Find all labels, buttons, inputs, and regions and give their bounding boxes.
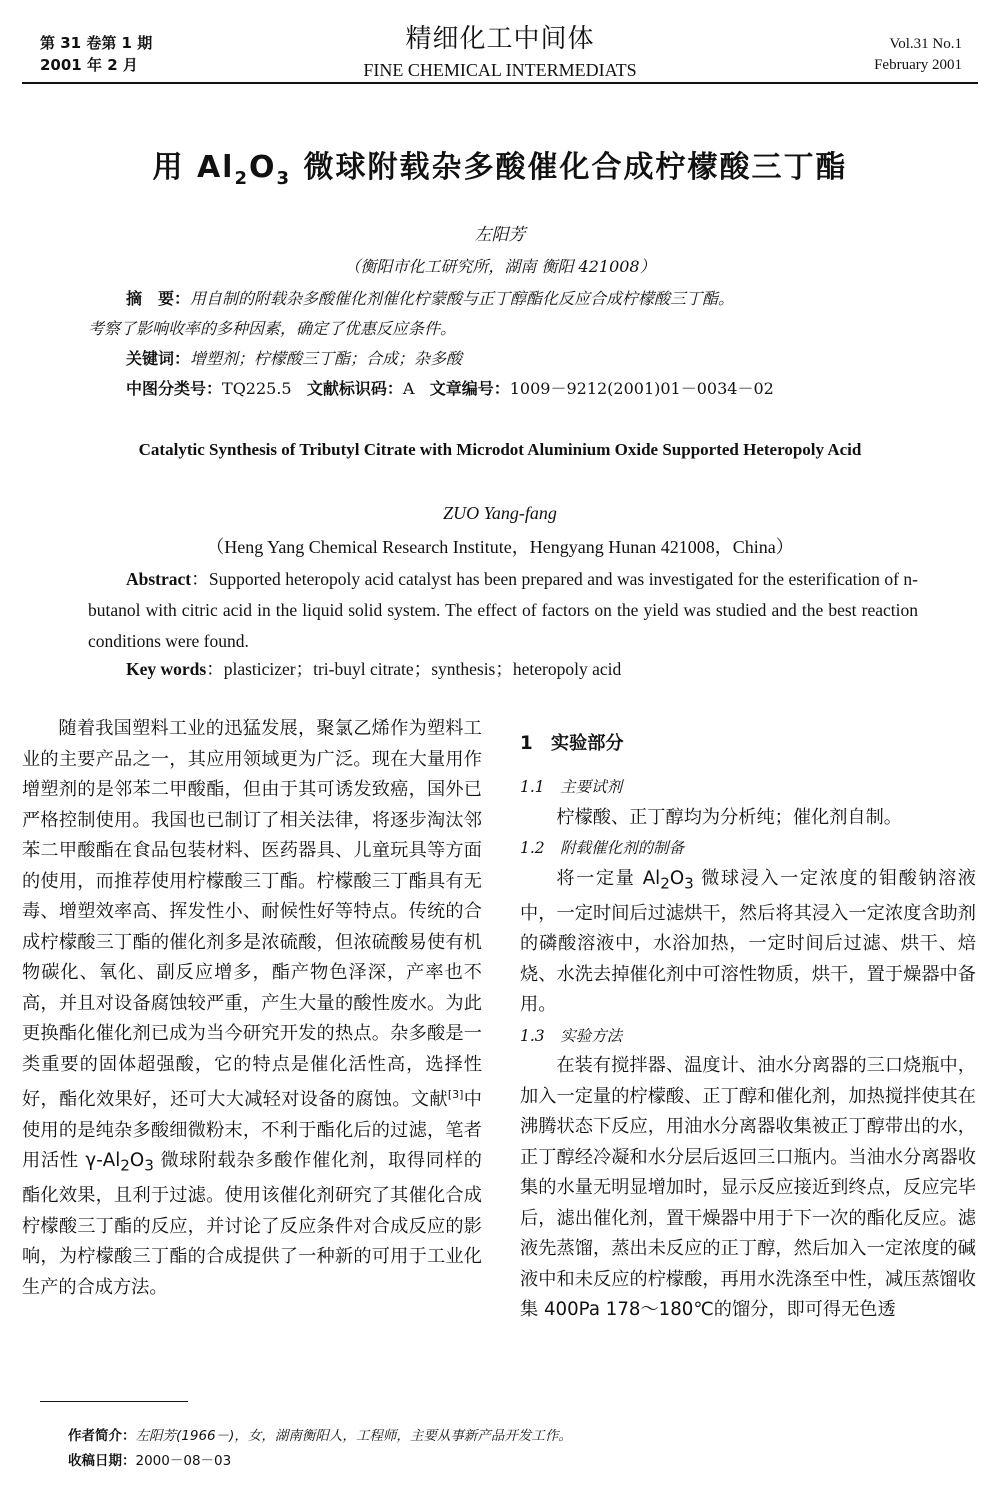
received-date: 收稿日期：2000－08－03 [68, 1453, 232, 1469]
journal-name [0, 22, 1000, 82]
keywords-cn-label: 关键词： [126, 349, 191, 368]
paper-title-en: Catalytic Synthesis of Tributyl Citrate with Microdot Aluminium Oxide Supported Heteropoly Acid [138, 440, 862, 459]
journal-name-cn: 精细化工中间体 [405, 24, 595, 54]
abstract-cn-text2: 考察了影响收率的多种因素，确定了优惠反应条件。 [88, 319, 457, 338]
abstract-en-text: ：Supported heteropoly acid catalyst has been prepared and was investigated for the esterification of n-butanol with citric acid in the liquid solid system. The effect of factors on the yield was studied and the best reaction conditions were found. [88, 569, 918, 651]
clc-code: TQ225.5 [222, 379, 292, 398]
classification: 中图分类号：TQ225.5 文献标识码：A 文章编号：1009－9212(2001)01－0034－02 [126, 379, 774, 398]
journal-issue-en [874, 34, 962, 76]
doc-code: A [402, 379, 415, 398]
intro-paragraph: 随着我国塑料工业的迅猛发展，聚氯乙烯作为塑料工业的主要产品之一，其应用领域更为广泛。现在大量用作增塑剂的是邻苯二甲酸酯，但由于其可诱发致癌，国外已严格控制使用。我国也已制订了相关法律，将逐步淘汰邻苯二甲酸酯在食品包装材料、医药器具、儿童玩具等方面的使用，而推荐使用柠檬酸三丁酯。柠檬酸三丁酯具有无毒、增塑效率高、挥发性小、耐候性好等特点。传统的合成柠檬酸三丁酯的催化剂多是浓硫酸，但浓硫酸易使有机物碳化、氧化、副反应增多，酯产物色泽深，产率也不高，并且对设备腐蚀较严重，产生大量的酸性废水。为此更换酯化催化剂已成为当今研究开发的热点。杂多酸是一类重要的固体超强酸，它的特点是催化活性高，选择性好，酯化效果好，还可大大减轻对设备的腐蚀。文献[3]中使用的是纯杂多酸细微粉末，不利于酯化后的过滤，笔者用活性 $\gamma-Al_2O_3$ 微球附载杂多酸作催化剂，取得同样的酯化效果，且利于过滤。使用该催化剂研究了其催化合成柠檬酸三丁酯的反应，并讨论了反应条件对合成反应的影响，为柠檬酸三丁酯的合成提供了一种新的可用于工业化生产的合成方法。 [22, 718, 482, 1298]
intro-column [22, 714, 482, 1303]
author-en: ZUO Yang-fang [443, 503, 557, 523]
keywords-en [126, 654, 926, 685]
affiliation-cn: （衡阳市化工研究所，湖南 衡阳 421008） [344, 257, 656, 276]
date-cn: 2001 年 2 月 [40, 56, 138, 74]
volume-en: Vol.31 No.1 [889, 36, 962, 52]
author-cn: 左阳芳 [474, 225, 526, 245]
reagents-text: 柠檬酸、正丁醇均为分析纯；催化剂自制。 [556, 806, 902, 828]
keywords-en-text: ：plasticizer；tri-buyl citrate；synthesis；heteropoly acid [206, 659, 622, 679]
abstract-en-label: Abstract [126, 569, 192, 589]
footnote-rule [40, 1401, 188, 1402]
section-heading: 1 实验部分 [520, 733, 624, 754]
author-bio: 作者简介：左阳芳(1966－)，女，湖南衡阳人，工程师，主要从事新产品开发工作。 [68, 1428, 572, 1444]
method-text: 在装有搅拌器、温度计、油水分离器的三口烧瓶中，加入一定量的柠檬酸、正丁醇和催化剂，加热搅拌使其在沸腾状态下反应，用油水分离器收集被正丁醇带出的水，正丁醇经冷凝和水分层后返回三口瓶内。当油水分离器收集的水量无明显增加时，显示反应接近到终点，反应完毕后，滤出催化剂，置干燥器中用于下一次的酯化反应。滤液先蒸馏，蒸出未反应的正丁醇，然后加入一定浓度的碱液中和未反应的柠檬酸，再用水洗涤至中性，减压蒸馏收集 400Pa 178～180℃的馏分，即可得无色透 [520, 1055, 976, 1321]
volume-cn: 第 31 卷第 1 期 [40, 34, 153, 52]
keywords-cn-text: 增塑剂；柠檬酸三丁酯；合成；杂多酸 [190, 349, 463, 368]
catalyst-prep-text: 将一定量 $Al_2O_3$ 微球浸入一定浓度的钼酸钠溶液中，一定时间后过滤烘干，然后将其浸入一定浓度含助剂的磷酸溶液中，水浴加热，一定时间后过滤、烘干、焙烧、水洗去掉催化剂中可溶性物质，烘干，置于燥器中备用。 [520, 867, 976, 1016]
header-rule [22, 82, 978, 84]
abstract-cn-label: 摘 要： [126, 289, 191, 308]
abstract-cn [88, 284, 928, 404]
subsection-heading: 1.3 实验方法 [520, 1026, 623, 1045]
affiliation-en: （Heng Yang Chemical Research Institute，Hengyang Hunan 421008，China） [206, 537, 794, 557]
experimental-column [520, 724, 976, 1326]
abstract-cn-text1: 用自制的附载杂多酸催化剂催化柠蒙酸与正丁醇酯化反应合成柠檬酸三丁酯。 [190, 289, 735, 308]
journal-name-en: FINE CHEMICAL INTERMEDIATS [363, 60, 637, 80]
subsection-heading: 1.2 附载催化剂的制备 [520, 839, 685, 857]
subsection-heading: 1.1 主要试剂 [520, 778, 623, 796]
citation-ref: [3] [447, 1088, 464, 1101]
article-number: 1009－9212(2001)01－0034－02 [509, 379, 774, 398]
keywords-en-label: Key words [126, 659, 207, 679]
abstract-en [88, 564, 918, 657]
paper-title: 用 $Al_2O_3$ 微球附载杂多酸催化合成柠檬酸三丁酯 [152, 150, 848, 189]
date-en: February 2001 [874, 57, 962, 73]
